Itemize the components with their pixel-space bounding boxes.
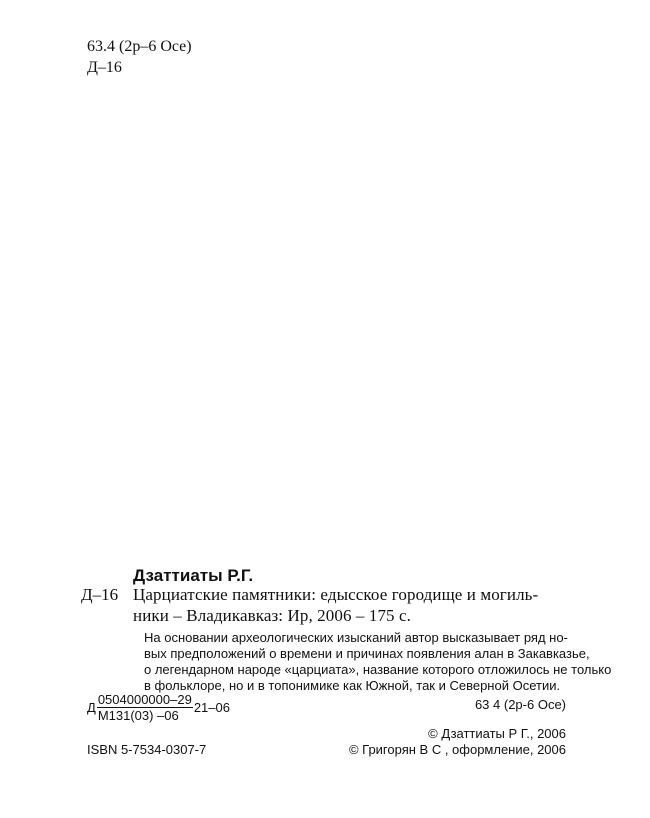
copyright-block <box>349 726 566 758</box>
copyright-line: © Григорян В С , оформление, 2006 <box>348 742 566 757</box>
title-line: Царциатские памятники: едысское городище и могиль- <box>133 585 539 604</box>
code-denominator: М131(03) –06 <box>97 708 179 723</box>
author-name: Дзаттиаты Р.Г. <box>133 566 254 585</box>
bbk-code: 63.4 (2р–6 Осе) <box>87 38 192 55</box>
bibliographic-title <box>133 584 538 626</box>
annotation-line: вых предположений о времени и причинах появления алан в Закавказье, <box>144 646 590 661</box>
code-fraction <box>97 692 193 723</box>
cutter-code: Д–16 <box>87 59 122 76</box>
copyright-line: © Дзаттиаты Р Г., 2006 <box>428 726 566 741</box>
cutter-mark: Д–16 <box>81 585 119 604</box>
publication-code <box>87 692 230 723</box>
bbk-code-right: 63 4 (2р-6 Осе) <box>474 697 566 712</box>
code-prefix: Д <box>87 700 96 715</box>
annotation-line: в фольклоре, но и в топонимике как Южной, так и Северной Осетии. <box>144 678 561 693</box>
code-numerator: 0504000000–29 <box>97 692 192 707</box>
code-suffix: 21–06 <box>193 700 230 715</box>
annotation-line: о легендарном народе «царциата», название которого отложилось не только <box>144 662 612 677</box>
title-line: ники – Владикавказ: Ир, 2006 – 175 с. <box>133 606 411 625</box>
annotation-text <box>144 630 612 694</box>
bbk-index-block <box>87 36 192 78</box>
annotation-line: На основании археологических изысканий автор высказывает ряд но- <box>144 630 568 645</box>
isbn-number: ISBN 5-7534-0307-7 <box>87 742 207 757</box>
